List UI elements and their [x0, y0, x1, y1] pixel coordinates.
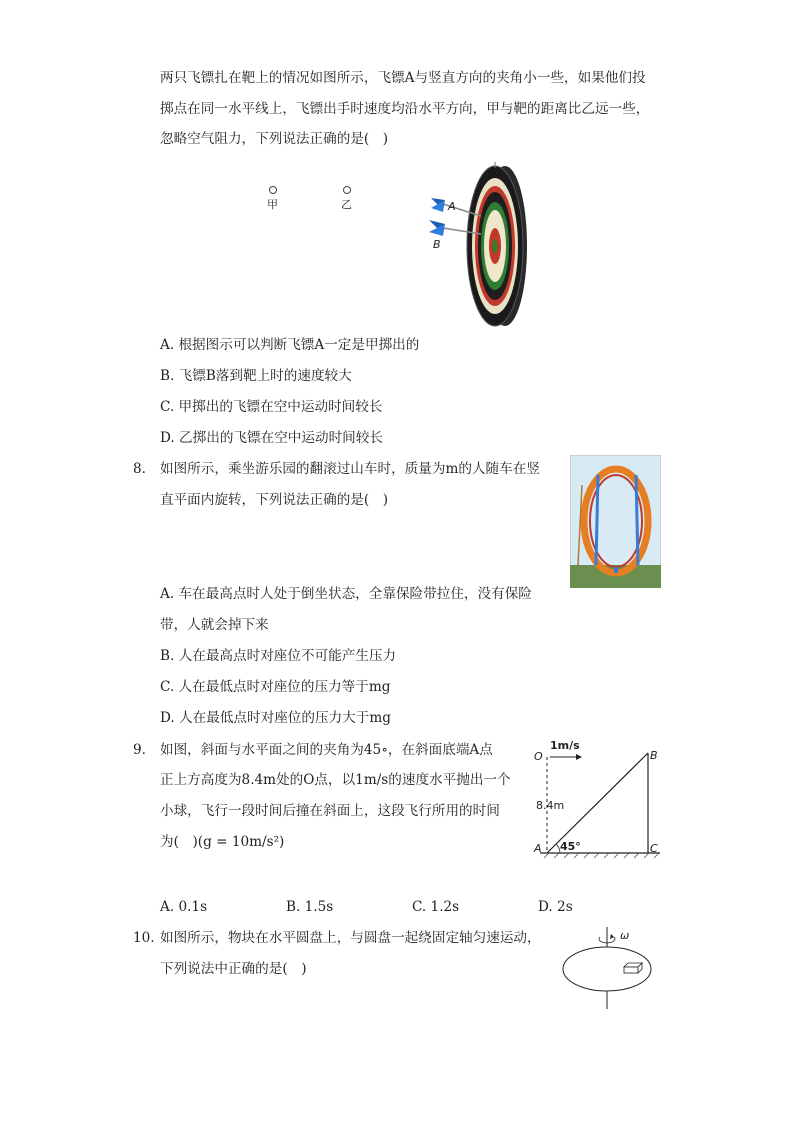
q8-option-c[interactable]: C. 人在最低点时对座位的压力等于mg [160, 679, 391, 695]
label-o: O [534, 750, 543, 763]
q8-option-a-cont: 带，人就会掉下来 [160, 617, 269, 633]
label-a: A [534, 842, 542, 855]
label-c: C [650, 842, 658, 855]
label-omega: ω [620, 929, 630, 942]
q10-stem-line1: 如图所示，物块在水平圆盘上，与圆盘一起绕固定轴匀速运动， [160, 930, 541, 946]
label-velocity: 1m/s [550, 739, 580, 752]
dartboard-figure [255, 160, 535, 330]
q7-stem-line3: 忽略空气阻力，下列说法正确的是( ) [160, 131, 389, 147]
q10-stem-line2: 下列说法中正确的是( ) [160, 961, 307, 977]
q9-option-a[interactable]: A. 0.1s [160, 899, 208, 915]
label-height: 8.4m [536, 799, 565, 812]
q9-stem-line2: 正上方高度为8.4m处的O点，以1m/s的速度水平抛出一个 [160, 772, 511, 788]
q10-number: 10. [133, 930, 155, 946]
q7-option-a[interactable]: A. 根据图示可以判断飞镖A一定是甲掷出的 [160, 337, 420, 353]
q8-option-d[interactable]: D. 人在最低点时对座位的压力大于mg [160, 710, 391, 726]
roller-coaster-photo [570, 455, 661, 588]
label-b: B [650, 749, 658, 762]
q9-number: 9. [133, 742, 146, 758]
q7-option-c[interactable]: C. 甲掷出的飞镖在空中运动时间较长 [160, 399, 383, 415]
q8-stem-line1: 如图所示，乘坐游乐园的翻滚过山车时，质量为m的人随车在竖 [160, 461, 540, 477]
q9-stem-line1: 如图，斜面与水平面之间的夹角为45∘，在斜面底端A点 [160, 742, 493, 758]
label-yi: 乙 [341, 198, 352, 211]
label-angle: 45° [560, 840, 581, 853]
label-a: A [448, 200, 456, 213]
label-b: B [433, 238, 441, 251]
q7-option-d[interactable]: D. 乙掷出的飞镖在空中运动时间较长 [160, 430, 383, 446]
q9-option-c[interactable]: C. 1.2s [412, 899, 460, 915]
incline-projectile-figure [520, 735, 665, 860]
label-jia: 甲 [267, 198, 278, 211]
q8-stem-line2: 直平面内旋转，下列说法正确的是( ) [160, 492, 389, 508]
q9-option-d[interactable]: D. 2s [538, 899, 573, 915]
block-icon [624, 963, 642, 973]
q9-stem-line4: 为( )(g = 10m/s²) [160, 834, 285, 850]
q9-option-b[interactable]: B. 1.5s [286, 899, 334, 915]
q8-option-a[interactable]: A. 车在最高点时人处于倒坐状态，全靠保险带拉住，没有保险 [160, 586, 532, 602]
q7-option-b[interactable]: B. 飞镖B落到靶上时的速度较大 [160, 368, 352, 384]
q7-stem-line1: 两只飞镖扎在靶上的情况如图所示，飞镖A与竖直方向的夹角小一些，如果他们投 [160, 70, 646, 86]
rotating-disc-figure [560, 925, 670, 1015]
q7-stem-line2: 掷点在同一水平线上，飞镖出手时速度均沿水平方向，甲与靶的距离比乙远一些， [160, 101, 650, 117]
q8-number: 8. [133, 461, 146, 477]
q9-stem-line3: 小球，飞行一段时间后撞在斜面上，这段飞行所用的时间 [160, 803, 500, 819]
q8-option-b[interactable]: B. 人在最高点时对座位不可能产生压力 [160, 648, 397, 664]
